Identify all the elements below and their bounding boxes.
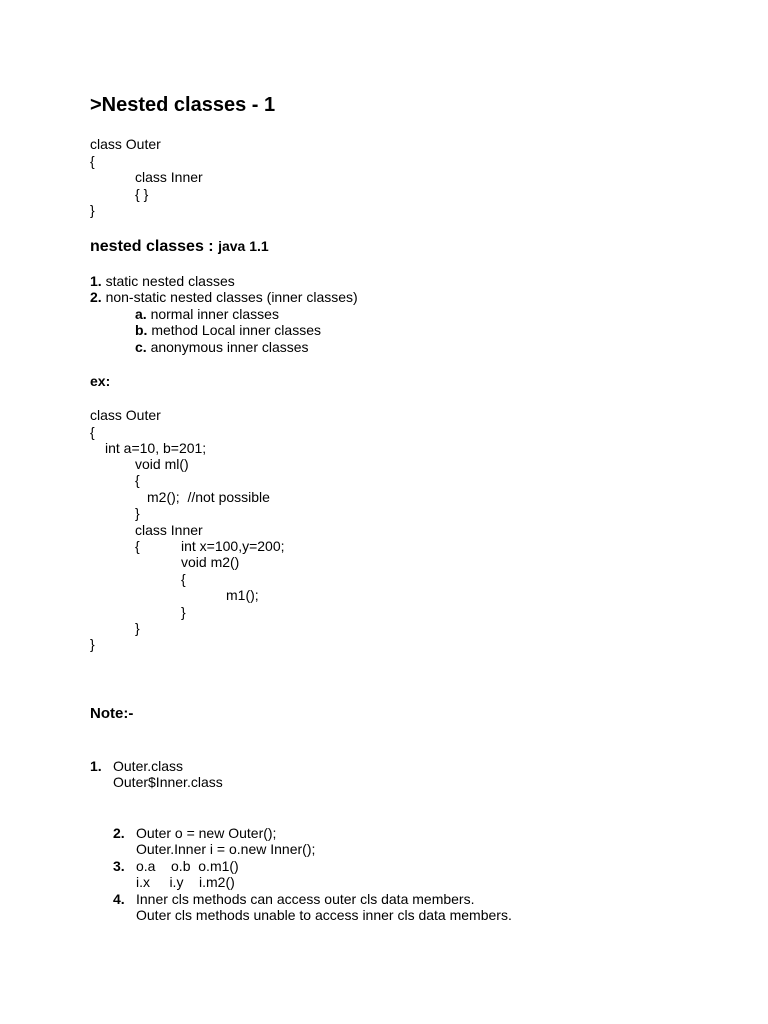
- note-marker: 3.: [113, 858, 125, 874]
- note-line: o.a o.b o.m1(): [136, 858, 239, 874]
- code-line: class Outer: [90, 407, 161, 423]
- list-item: 2. non-static nested classes (inner classes): [90, 289, 358, 305]
- note-line: Outer.class: [113, 758, 184, 774]
- note-marker: 2.: [113, 825, 125, 841]
- code-line: m2(); //not possible: [147, 489, 270, 505]
- section-heading: [90, 236, 269, 257]
- code-line: }: [181, 604, 186, 620]
- code-line: }: [90, 636, 95, 652]
- code-line: { }: [135, 186, 149, 202]
- page-title: >Nested classes - 1: [90, 94, 276, 116]
- note-marker: 4.: [113, 891, 125, 907]
- code-line: {: [90, 153, 95, 169]
- code-line: {: [90, 424, 95, 440]
- code-line: int x=100,y=200;: [181, 538, 285, 554]
- code-line: {: [135, 472, 140, 488]
- note-marker: 1.: [90, 758, 102, 774]
- code-line: int a=10, b=201;: [105, 440, 207, 456]
- code-line: class Inner: [135, 522, 203, 538]
- code-line: class Inner: [135, 169, 203, 185]
- list-item: c. anonymous inner classes: [135, 339, 309, 355]
- note-line: i.x i.y i.m2(): [136, 874, 235, 890]
- section-heading-main: nested classes :: [90, 238, 219, 255]
- list-item: a. normal inner classes: [135, 306, 279, 322]
- note-line: Outer$Inner.class: [113, 774, 223, 790]
- list-item: b. method Local inner classes: [135, 322, 321, 338]
- code-line: void m2(): [181, 554, 240, 570]
- code-line: }: [135, 505, 140, 521]
- code-line: void ml(): [135, 456, 189, 472]
- code-line: class Outer: [90, 136, 161, 152]
- note-label: Note:-: [90, 705, 134, 722]
- code-line: }: [90, 202, 95, 218]
- code-line: {: [135, 538, 140, 554]
- note-line: Inner cls methods can access outer cls data members.: [136, 891, 475, 907]
- code-line: }: [135, 620, 140, 636]
- example-label: ex:: [90, 373, 111, 389]
- section-heading-version: java 1.1: [218, 238, 269, 254]
- list-item: 1. static nested classes: [90, 273, 235, 289]
- note-line: Outer cls methods unable to access inner cls data members.: [136, 907, 512, 923]
- note-line: Outer o = new Outer();: [136, 825, 277, 841]
- code-line: m1();: [226, 587, 259, 603]
- note-line: Outer.Inner i = o.new Inner();: [136, 841, 316, 857]
- code-line: {: [181, 571, 186, 587]
